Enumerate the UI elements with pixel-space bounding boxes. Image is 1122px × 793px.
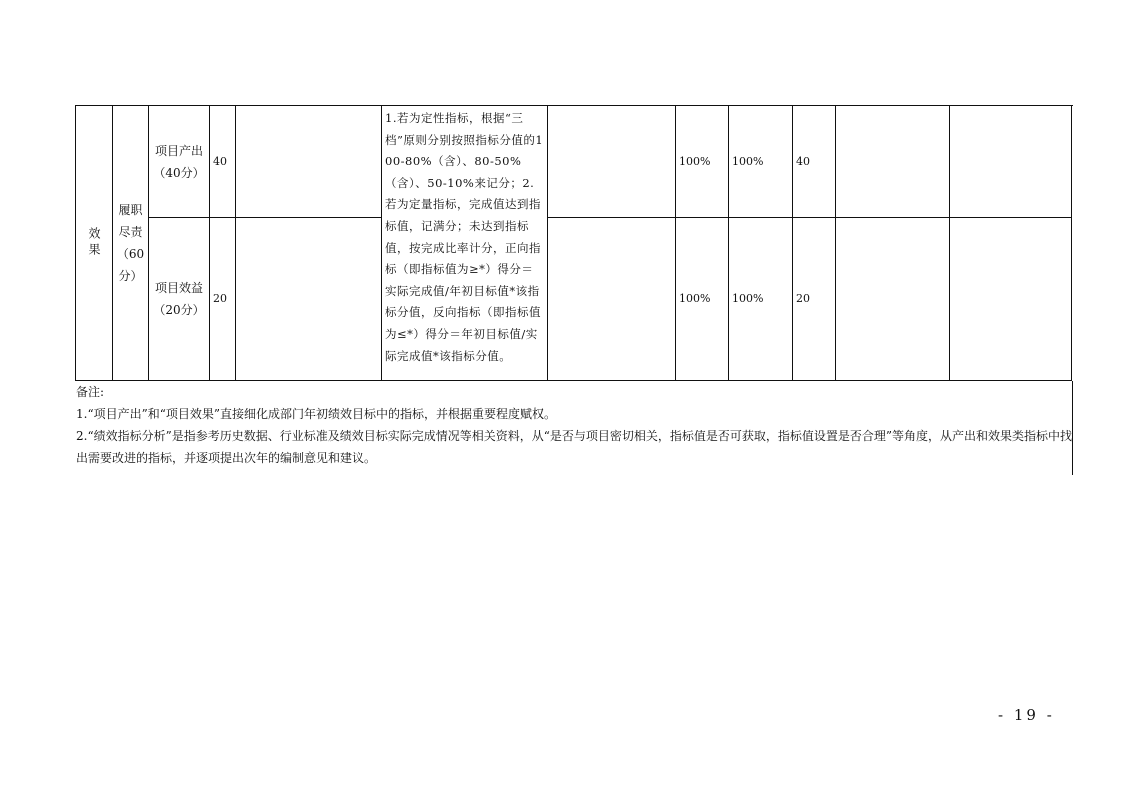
target-cell-output: 100% — [676, 106, 729, 218]
blank-cell-output-4 — [950, 106, 1072, 218]
blank-cell-output — [236, 106, 382, 218]
indicator-cell-output: 项目产出（40分） — [149, 106, 210, 218]
target-cell-benefit: 100% — [676, 218, 729, 381]
blank-cell-benefit-3 — [836, 218, 950, 381]
score-cell-benefit: 20 — [793, 218, 836, 381]
actual-cell-benefit: 100% — [729, 218, 793, 381]
score-cell-output: 40 — [793, 106, 836, 218]
notes-title: 备注: — [76, 385, 105, 399]
note-item-2: 2.“绩效指标分析”是指参考历史数据、行业标准及绩效目标实际完成情况等相关资料，从“是否与项目密切相关，指标值是否可获取，指标值设置是否合理”等角度，从产出和效果类指标中找出需要改进的指标，并逐项提出次年的编制意见和建议。 — [76, 429, 1072, 465]
subcategory-cell: 履职尽责（60分） — [113, 106, 149, 381]
page-number: - 19 - — [998, 706, 1055, 724]
weight-cell-benefit: 20 — [210, 218, 236, 381]
performance-table — [75, 105, 1073, 381]
category-cell: 效果 — [76, 106, 113, 381]
blank-cell-benefit-4 — [950, 218, 1072, 381]
blank-cell-benefit — [236, 218, 382, 381]
blank-cell-benefit-2 — [548, 218, 676, 381]
scoring-rule-cell: 1.若为定性指标，根据“三档”原则分别按照指标分值的100-80%（含）、80-50%（含）、50-10%来记分；2.若为定量指标，完成值达到指标值，记满分；未达到指标值，按完成比率计分，正向指标（即指标值为≥*）得分＝实际完成值/年初目标值*该指标分值，反向指标（即指标值为≤*）得分＝年初目标值/实际完成值*该指标分值。 — [382, 106, 548, 381]
actual-cell-output: 100% — [729, 106, 793, 218]
notes-section — [75, 381, 1073, 475]
indicator-cell-benefit: 项目效益（20分） — [149, 218, 210, 381]
weight-cell-output: 40 — [210, 106, 236, 218]
blank-cell-output-3 — [836, 106, 950, 218]
blank-cell-output-2 — [548, 106, 676, 218]
note-item-1: 1.“项目产出”和“项目效果”直接细化成部门年初绩效目标中的指标，并根据重要程度赋权。 — [76, 407, 556, 421]
